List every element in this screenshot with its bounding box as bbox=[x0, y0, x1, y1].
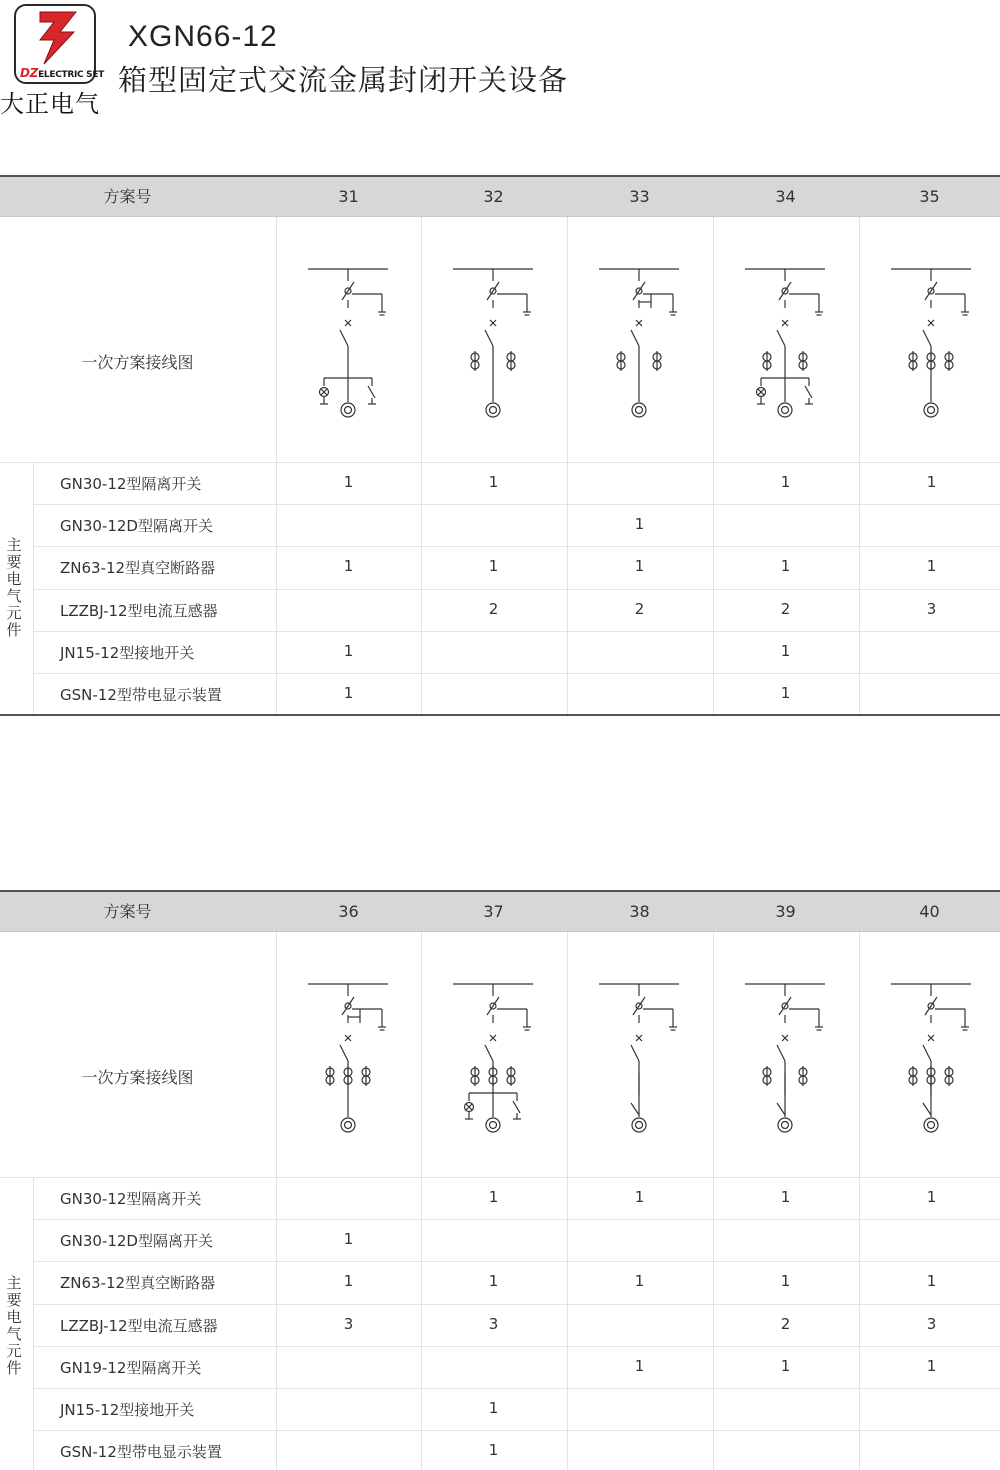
row-divider bbox=[34, 546, 1000, 547]
component-quantity: 1 bbox=[634, 515, 645, 534]
component-quantity: 2 bbox=[780, 1314, 791, 1333]
table-header-row bbox=[0, 892, 1000, 932]
component-quantity: 1 bbox=[634, 1356, 645, 1375]
component-name: JN15-12型接地开关 bbox=[60, 1401, 195, 1419]
component-quantity: 1 bbox=[780, 473, 791, 491]
component-quantity: 1 bbox=[343, 557, 354, 576]
component-quantity: 1 bbox=[926, 473, 937, 491]
scheme-number: 40 bbox=[919, 902, 940, 921]
side-label-divider bbox=[33, 1177, 34, 1470]
page-header bbox=[0, 0, 1000, 120]
product-title: 箱型固定式交流金属封闭开关设备 bbox=[118, 63, 569, 97]
component-name: GSN-12型带电显示装置 bbox=[60, 1443, 222, 1462]
wiring-diagram bbox=[713, 220, 858, 460]
component-quantity: 1 bbox=[926, 557, 937, 576]
scheme-number: 39 bbox=[775, 902, 796, 921]
component-name: GN30-12D型隔离开关 bbox=[60, 1232, 213, 1251]
component-quantity: 1 bbox=[780, 1188, 791, 1206]
component-name: ZN63-12型真空断路器 bbox=[60, 559, 216, 578]
product-model: XGN66-12 bbox=[128, 20, 278, 53]
component-quantity: 2 bbox=[488, 599, 499, 618]
wiring-diagram bbox=[859, 220, 1000, 460]
components-side-label: 主要电气元件 bbox=[6, 1274, 22, 1377]
component-quantity: 1 bbox=[343, 641, 354, 660]
component-quantity: 1 bbox=[780, 557, 791, 576]
wiring-diagram bbox=[567, 220, 712, 460]
component-quantity: 1 bbox=[634, 1272, 645, 1291]
header-scheme-label: 方案号 bbox=[103, 187, 152, 206]
row-divider bbox=[34, 631, 1000, 632]
diagram-row-label: 一次方案接线图 bbox=[81, 1068, 194, 1087]
row-divider bbox=[34, 1219, 1000, 1220]
scheme-number: 35 bbox=[919, 187, 940, 206]
diagram-row-divider bbox=[0, 1177, 1000, 1178]
company-logo bbox=[14, 4, 105, 84]
wiring-diagram bbox=[713, 935, 858, 1175]
component-quantity: 1 bbox=[926, 1188, 937, 1206]
row-divider bbox=[34, 1346, 1000, 1347]
component-quantity: 1 bbox=[488, 1188, 499, 1206]
diagram-row-label: 一次方案接线图 bbox=[81, 353, 194, 372]
component-name: GSN-12型带电显示装置 bbox=[60, 686, 222, 704]
table-header-row bbox=[0, 177, 1000, 217]
company-name: 大正电气 bbox=[0, 90, 100, 118]
wiring-diagram bbox=[276, 220, 421, 460]
component-quantity: 2 bbox=[634, 599, 645, 618]
scheme-table-2 bbox=[0, 890, 1000, 1470]
component-quantity: 3 bbox=[488, 1314, 499, 1333]
component-name: GN30-12型隔离开关 bbox=[60, 475, 202, 493]
component-quantity: 1 bbox=[780, 684, 791, 702]
component-name: GN19-12型隔离开关 bbox=[60, 1358, 202, 1377]
component-quantity: 1 bbox=[926, 1272, 937, 1291]
scheme-number: 32 bbox=[483, 187, 504, 206]
component-quantity: 1 bbox=[780, 1356, 791, 1375]
logo-subtext: DZELECTRIC SET bbox=[20, 66, 105, 80]
row-divider bbox=[34, 1304, 1000, 1305]
wiring-diagram bbox=[421, 220, 566, 460]
lightning-logo-icon bbox=[30, 8, 86, 66]
diagram-row-divider bbox=[0, 462, 1000, 463]
component-name: LZZBJ-12型电流互感器 bbox=[60, 1316, 218, 1335]
component-quantity: 1 bbox=[343, 1230, 354, 1249]
component-name: GN30-12D型隔离开关 bbox=[60, 517, 213, 536]
component-quantity: 3 bbox=[926, 599, 937, 618]
wiring-diagram bbox=[421, 935, 566, 1175]
component-quantity: 1 bbox=[780, 1272, 791, 1291]
component-quantity: 1 bbox=[488, 1399, 499, 1417]
scheme-number: 33 bbox=[629, 187, 650, 206]
component-name: GN30-12型隔离开关 bbox=[60, 1190, 202, 1208]
row-divider bbox=[34, 673, 1000, 674]
component-name: LZZBJ-12型电流互感器 bbox=[60, 601, 218, 620]
row-divider bbox=[34, 589, 1000, 590]
row-divider bbox=[34, 1388, 1000, 1389]
scheme-number: 38 bbox=[629, 902, 650, 921]
component-quantity: 2 bbox=[780, 599, 791, 618]
wiring-diagram bbox=[567, 935, 712, 1175]
row-divider bbox=[34, 1430, 1000, 1431]
component-quantity: 1 bbox=[488, 473, 499, 491]
scheme-table-1 bbox=[0, 175, 1000, 717]
component-quantity: 1 bbox=[488, 1272, 499, 1291]
component-quantity: 1 bbox=[343, 684, 354, 702]
table-bottom-rule bbox=[0, 714, 1000, 716]
row-divider bbox=[34, 504, 1000, 505]
scheme-number: 37 bbox=[483, 902, 504, 921]
component-quantity: 1 bbox=[488, 1441, 499, 1460]
component-quantity: 3 bbox=[343, 1314, 354, 1333]
component-quantity: 1 bbox=[343, 473, 354, 491]
header-scheme-label: 方案号 bbox=[103, 902, 152, 921]
component-quantity: 1 bbox=[780, 641, 791, 660]
components-side-label: 主要电气元件 bbox=[6, 536, 22, 639]
component-quantity: 1 bbox=[634, 557, 645, 576]
component-quantity: 1 bbox=[634, 1188, 645, 1206]
wiring-diagram bbox=[276, 935, 421, 1175]
component-name: ZN63-12型真空断路器 bbox=[60, 1274, 216, 1293]
row-divider bbox=[34, 1261, 1000, 1262]
component-quantity: 1 bbox=[926, 1356, 937, 1375]
scheme-number: 36 bbox=[338, 902, 359, 921]
component-name: JN15-12型接地开关 bbox=[60, 643, 195, 662]
component-quantity: 3 bbox=[926, 1314, 937, 1333]
component-quantity: 1 bbox=[343, 1272, 354, 1291]
scheme-number: 34 bbox=[775, 187, 796, 206]
wiring-diagram bbox=[859, 935, 1000, 1175]
scheme-number: 31 bbox=[338, 187, 359, 206]
component-quantity: 1 bbox=[488, 557, 499, 576]
